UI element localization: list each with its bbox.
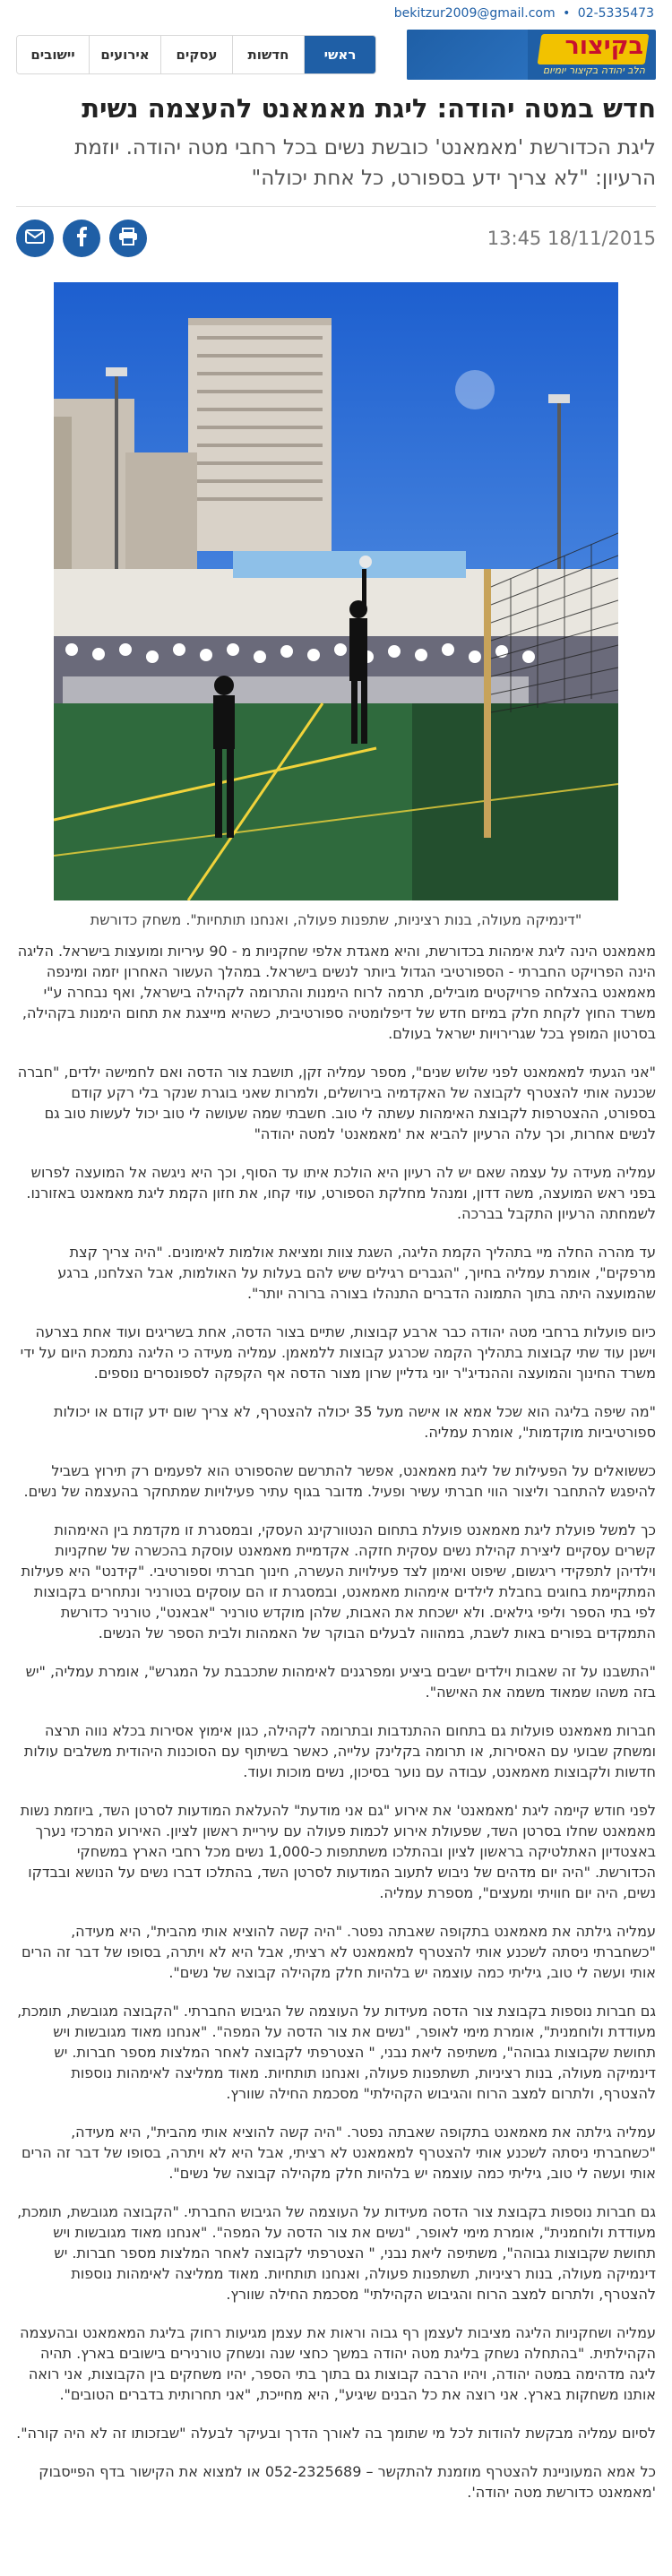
article-paragraph: גם חברות נוספות בקבוצת צור הדסה מעידות על העוצמה של הגיבוש החברתי. "הקבוצה מגובשת, תומכת, מעודדת ולוחמנית", אומרת מימי לאופר, "נשים את צור הדסה על המפה". "אנחנו מאוד מגובשות ויש תחושת שקבוצות גבוהה", משתיפה ליאת נבני, " הצטרפתי לקבוצה לאחר המלצות מספר חברות. יש דינמיקה מעולה, בנות רציניות, תשתפנות פעולה, ואנחנו תותחיות. מאוד ממליצה לאימהות נוספות להצטרף, ולתרום למצב הרוח והגיבוש הקהילתי" מסכמת החילה שוורץ.: [17, 2003, 656, 2102]
facebook-share-button[interactable]: [63, 220, 100, 257]
email-icon: [25, 229, 45, 247]
article-paragraph: "התשבנו על זה שאבות וילדים ישבים ביציע ומפרגנים לאימהות שתכבבת על המגרש", אומרת עמליה, "יש בזה משהו שמאוד משמה את האישה".: [25, 1663, 656, 1701]
nav-item-home[interactable]: ראשי: [304, 36, 375, 73]
logo-background-stripe: [407, 30, 528, 80]
site-header: [0, 27, 672, 82]
share-buttons: [16, 220, 147, 257]
article: [0, 91, 672, 2503]
contact-separator: •: [563, 6, 571, 21]
main-nav: [16, 35, 376, 74]
article-paragraph: לסיום עמליה מבקשת להודות לכל מי שתומך בה לאורך הדרך ובעיקר לבעלה "שבזכותו זה לא היה קורה".: [16, 2425, 656, 2442]
contact-email[interactable]: bekitzur2009@gmail.com: [393, 6, 556, 21]
article-photo: [54, 282, 618, 900]
nav-item-business[interactable]: עסקים: [160, 36, 232, 73]
article-paragraph: "מה שיפה בליגה הוא שכל אמא או אישה מעל 35 יכולה להצטרף, לא צריך שום ידע קודם או יכולות ספורטיביות מוקדמות", אומרת עמליה.: [54, 1403, 656, 1441]
article-paragraph: עמליה מעידה על עצמה שאם יש לה רעיון היא הולכת איתו עד הסוף, וכך היא ניגשה אל המועצה לפרוש בפני ראש המועצה, משה דדון, ומנהל מחלקת הספורט, עוזי קחו, את חזון הקמת ליגת מאמאנט באזורנו. לשמחתה הרעיון התקבל בברכה.: [26, 1164, 656, 1222]
facebook-icon: [75, 227, 88, 250]
article-paragraph: לפני חודש קיימה ליגת 'מאמאנט' את אירוע "גם אני מודעת" להעלאת המודעות לסרטן השד, ביוזמת נשות מאמאנט שחלו בסרטן השד, שפעולת אירוע לכמות פעולה עם עיריית ראשון לציון. האירוע המרכזי נערך באצטדיון האתלטיקה בראשון לציון ובהתלכו משתתפות כ-1,000 נשים מכל רחבי הארץ במשחקי הכדורשת. "היה יום מדהים של ניבוש לתעוב המודעות לסרטן השד, בהתלכו דברו נשים על הנושא ובבדקו נשים, היה יום חוויתי ומעצים", מספרת עמליה.: [20, 1802, 656, 1901]
print-button[interactable]: [109, 220, 147, 257]
photo-illustration: [54, 282, 618, 900]
article-subtitle: ליגת הכדורשת 'מאמאנט' כובשת נשים בכל רחבי מטה יהודה. יוזמת הרעיון: "לא צריך ידע בספורט, כל אחת יכולה": [74, 136, 656, 190]
article-paragraph: עד מהרה החלה מיי בתהליך הקמת הליגה, השגת צוות ומציאת אולמות לאימונים. "היה צריך קצת מרפקים", אומרת עמליה בחיוך, "הגברים רגילים שיש להם בעלות על האולמות, אבל הצלחנו, ברגע שהמועצה היתה בתוך התמונה הדברים התנהלו בצורה ברורה יותר".: [57, 1244, 656, 1302]
article-paragraph: כך למשל פועלת ליגת מאמאנט פועלת בתחום הנטוורקינג העסקי, ובמסגרת זו מקדמת בין האימהות קשרים עסקיים ליצירת קהילת נשים עסקית חזקה. אקדמיית מאמאנט עוסקת בהכשרה של שחקניות וילדיהן לתפקידי ריגשום, שיפוט ואימון לצד פעילויות העשרה, חינוך חברתי וספורטיבי. "קידנט" היא פעילות המתקיימת בחוגים בחבלת לילדים אימהות מאמאנט, ובמסגרת זו הם עוסקים בטורניר ונתחרים בקבוצות לפי בתי הספר וליפי גילאים. ולא ישכחת את האבות, שלהן מוקדש טורניר "אבאנט", טורניר כדורשת התמקדים בפורים באות לשבת, במהווה לבעלים הבוקר של האמהות ולבית הספר של הנשים.: [21, 1521, 656, 1641]
contact-info: [394, 6, 654, 21]
article-paragraph: חברות מאמאנט פועלות גם בתחום ההתנדבות ובתרומה לקהילה, כגון אימוץ אסירות בכלא נווה תרצה ומשחק שבועי עם האסירות, או תרומה בקלינק עלייה, כאשר בשיתוף עם הסוכנות היהודית משלבים עולות חדשות ולקבוצות מאמאנט, עבודה עם נוער בסיכון, נשים מוכות ועוד.: [23, 1722, 656, 1780]
nav-item-settlements[interactable]: יישובים: [17, 36, 89, 73]
article-paragraph: עמליה גילתה את מאמאנט בתקופה שאבתה נפטר. "היה קשה להוציא אותי מהבית", היא מעידה, "כשחברתי ניסתה לשכנע אותי להצטרף למאמאנט לא רציתי, אבל היא לא ויתרה, בסופו של דבר זה הרים אותי ועשה לי טוב, גיליתי כמה עוצמה יש בלהיות חלק מקהילה קבוצה של נשים".: [22, 2124, 656, 2182]
article-paragraph: כששואלים על הפעילות של ליגת מאמאנט, אפשר להתרשם שהספורט הוא לפעמים רק תירוץ בשביל להיפגש להתחבר וליצור הווי חברתי עשיר ופעיל. מדובר בגוף עתיר פעילויות שמתחקר בהעצמה של נשים.: [23, 1462, 656, 1500]
article-paragraph: עמליה גילתה את מאמאנט בתקופה שאבתה נפטר. "היה קשה להוציא אותי מהבית", היא מעידה, "כשחברתי ניסתה לשכנע אותי להצטרף למאמאנט לא רציתי, אבל היא לא ויתרה, בסופו של דבר זה הרים אותי ועשה לי טוב, גיליתי כמה עוצמה יש בלהיות חלק מקהילה קבוצה של נשים".: [22, 1923, 656, 1981]
logo-wordmark: בקיצור: [564, 32, 643, 60]
nav-item-news[interactable]: חדשות: [232, 36, 304, 73]
article-paragraph: כל אמא המעוניינת להצטרף מוזמנת להתקשר – 052-2325689 או למצוא את הקישור בדף הפייסבוק 'מאמאנט כדורשת מטה יהודה'.: [39, 2463, 656, 2501]
nav-item-events[interactable]: אירועים: [89, 36, 160, 73]
print-icon: [118, 228, 138, 249]
email-share-button[interactable]: [16, 220, 54, 257]
article-paragraph: עמליה ושחקניות הליגה מציבות לעצמן רף גבוה וראות את עצמן מגיעות רחוק בליגת המאמאנט ובהעצמה הקהילתית. "בהתחלה נשחק בליגת מטה יהודה במשך כחצי שנה ונשחק טורנירים בישובים בארץ. תהיה ליגה מדהימה במטה יהודה, ויהיו הרבה קבוצות גם בתוך בתי הספר, יהיו משחקים בין הקבוצות, אני רואה אותנו משחקות בארץ. אני רוצה את כל הבנים שיגיע", היא מחייכת, "אני תחרותית בדברים הטובים".: [20, 2324, 656, 2403]
top-contact-bar: [0, 0, 672, 27]
site-logo[interactable]: [407, 30, 656, 80]
article-title: חדש במטה יהודה: ליגת מאמאנט להעצמה נשית: [82, 93, 656, 124]
article-meta: [16, 207, 656, 270]
photo-caption: "דינמיקה מעולה, בנות רציניות, שתפנות פעולה, ואנחנו תותחיות". משחק כדורשת: [90, 911, 582, 928]
contact-phone[interactable]: 02-5335473: [577, 6, 654, 21]
logo-tagline: הלב יהודה בקיצור יומיום: [542, 65, 645, 76]
article-body: [16, 941, 656, 2503]
publish-date: 13:45 18/11/2015: [487, 228, 656, 249]
article-paragraph: מאמאנט הינה ליגת אימהות בכדורשת, והיא מאגדת אלפי שחקניות מ - 90 עיריות ומועצות בישראל. הליגה הינה הפרויקט החברתי - הספורטיבי הגדול ביותר לנשים בישראל. במהלך העשור האחרון יזמה ומינפה מאמאנט בהצלחה פרויקטים מובילים, תרמה לרוח הימנות והתרומה לקהילה בישראל, ואף נבחרה ע"י משרד החוץ לקחת חלק במיזם חדש של דיפלומטיה ספורטיבית, כשהיא מייצגת את תחום הימנות בקהילה, בסרטון המופץ בכל שגרירויות ישראל בעולם.: [17, 943, 656, 1042]
article-paragraph: כיום פועלות ברחבי מטה יהודה כבר ארבע קבוצות, שתיים בצור הדסה, אחת בשריגים ועוד אחת בצרעה וישנן עוד שתי קבוצות בתהליך הקמה שכרגע קבוצות ללמאמן. עמליה מעידה כי הליגה נתמכת היום על ידי משרד החינוך והמועצה וההנדיג"ר יוני גדליין שרון מצור הדסה אף הקפקה לספונסרים נוספים.: [20, 1323, 656, 1382]
article-paragraph: גם חברות נוספות בקבוצת צור הדסה מעידות על העוצמה של הגיבוש החברתי. "הקבוצה מגובשת, תומכת, מעודדת ולוחמנית", אומרת מימי לאופר, "נשים את צור הדסה על המפה". "אנחנו מאוד מגובשות ויש תחושת שקבוצות גבוהה", משתיפה ליאת נבני, " הצטרפתי לקבוצה לאחר המלצות מספר חברות. יש דינמיקה מעולה, בנות רציניות, תשתפנות פעולה, ואנחנו תותחיות. מאוד ממליצה לאימהות נוספות להצטרף, ולתרום למצב הרוח והגיבוש הקהילתי" מסכמת החילה שוורץ.: [17, 2203, 656, 2303]
article-paragraph: "אני הגעתי למאמאנט לפני שלוש שנים", מספר עמליה זקן, תושבת צור הדסה ואם לחמישה ילדים, "חברה שכנעה אותי להצטרף לקבוצה של האקדמיה בירושלים, ולמרות שאני בוגרת שנקר בלי רקע קודם בספורט, ההצטרפות לקבוצת האימהות עשתה לי טוב. חשבתי שמה שעושה לי טוב יכול לעשות טוב גם לנשים אחרות, וכך עלה הרעיון להביא את 'מאמאנט' למטה יהודה": [17, 1064, 656, 1142]
